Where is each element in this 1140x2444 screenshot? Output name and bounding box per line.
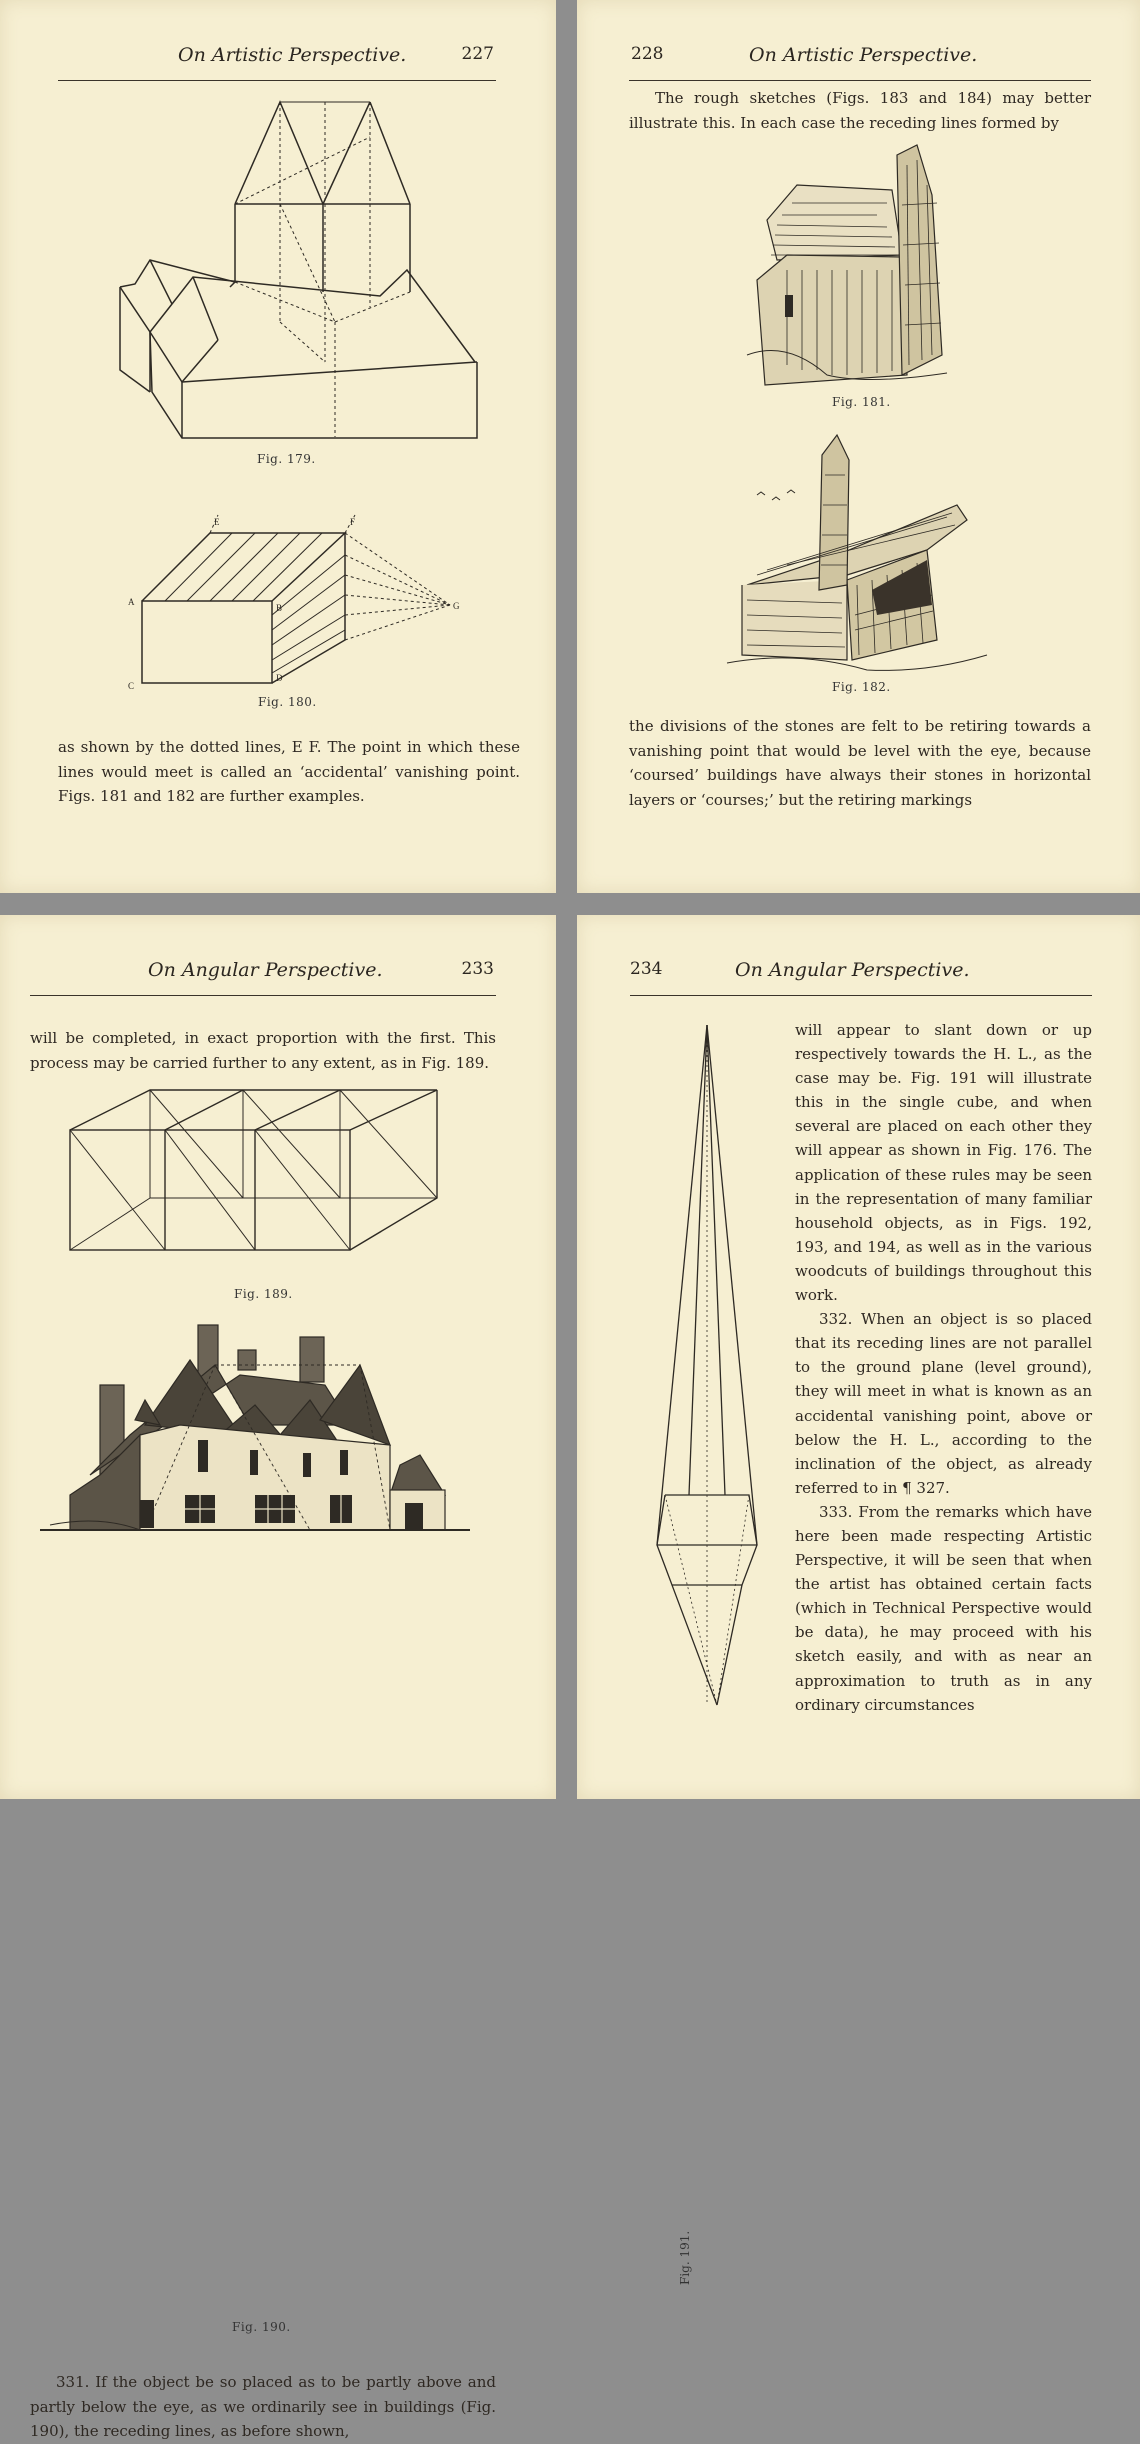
- figure-182-barn-sketch: [727, 435, 997, 675]
- label-d: D: [276, 673, 283, 683]
- figure-189-box-wireframe: [65, 1088, 445, 1253]
- figure-189-caption: Fig. 189.: [234, 1287, 293, 1301]
- header-title: On Artistic Perspective.: [749, 44, 978, 66]
- paragraph-continuation: will appear to slant down or up respectively towards the H. L., as the case may be. Fig. 191 will illustrate this in the single cube, and when several are placed on each other they will appear as shown in Fig. 176. The application of these rules may be seen in the representation of many familiar household objects, as in Figs. 192, 193, and 194, as well as in the various woodcuts of buildings throughout this work.: [795, 1021, 1092, 1305]
- figure-180-caption: Fig. 180.: [258, 695, 317, 709]
- body-text: 331. If the object be so placed as to be partly above and partly below the eye, as we ordinarily see in buildings (Fig. 190), the receding lines, as before shown,: [30, 2373, 496, 2440]
- header-title: On Angular Perspective.: [735, 959, 970, 981]
- body-text: as shown by the dotted lines, E F. The point in which these lines would meet is called an ‘accidental’ vanishing point. Figs. 181 and 182 are further examples.: [58, 738, 520, 805]
- page-number: 234: [630, 959, 663, 979]
- text-column: [795, 1018, 1092, 1717]
- header-title: On Artistic Perspective.: [178, 44, 407, 66]
- page-number: 228: [631, 44, 664, 64]
- label-c: C: [128, 681, 135, 691]
- figure-179-building-wireframe: [120, 92, 500, 452]
- figure-190-house-engraving: [40, 1325, 480, 1535]
- running-header: [58, 40, 496, 81]
- running-header: [630, 955, 1092, 996]
- figure-182-caption: Fig. 182.: [832, 680, 891, 694]
- figure-181-cottage-sketch: [747, 145, 977, 390]
- page-number: 233: [461, 959, 494, 979]
- figure-191-tall-cube: [647, 1025, 767, 1705]
- page-233: [0, 915, 556, 2440]
- intro-text: will be completed, in exact proportion with the first. This process may be carried further to any extent, as in Fig. 189.: [30, 1029, 496, 1072]
- figure-191-caption: Fig. 191.: [678, 2230, 692, 2285]
- label-b: B: [276, 603, 283, 613]
- paragraph-333: 333. From the remarks which have here been made respecting Artistic Perspective, it will be seen that when the artist has obtained certain facts (which in Technical Perspective would be data), he may proceed with his sketch easily, and with as near an approximation to truth as in any ordinary circumstances: [795, 1502, 1092, 1714]
- figure-181-caption: Fig. 181.: [832, 395, 891, 409]
- figure-190-caption: Fig. 190.: [232, 2320, 291, 2334]
- running-header: [30, 955, 496, 996]
- label-g: G: [453, 601, 460, 611]
- figure-179-caption: Fig. 179.: [257, 452, 316, 466]
- page-234: [577, 915, 1140, 2285]
- page-number: 227: [461, 44, 494, 64]
- label-e: E: [214, 517, 220, 527]
- label-f: F: [350, 517, 356, 527]
- running-header: [629, 40, 1091, 81]
- header-title: On Angular Perspective.: [148, 959, 383, 981]
- figure-180-roof-diagram: [120, 515, 470, 695]
- page-227: [0, 0, 556, 893]
- label-a: A: [128, 597, 135, 607]
- intro-text: The rough sketches (Figs. 183 and 184) may better illustrate this. In each case the receding lines formed by: [629, 89, 1091, 132]
- paragraph-332: 332. When an object is so placed that its receding lines are not parallel to the ground plane (level ground), they will meet in what is known as an accidental vanishing point, above or below the H. L., according to the inclination of the object, as already referred to in ¶ 327.: [795, 1310, 1092, 1497]
- body-text: the divisions of the stones are felt to be retiring towards a vanishing point that would be level with the eye, because ‘coursed’ buildings have always their stones in horizontal layers or ‘courses;’ but the retiring markings: [629, 717, 1091, 809]
- page-228: [577, 0, 1140, 893]
